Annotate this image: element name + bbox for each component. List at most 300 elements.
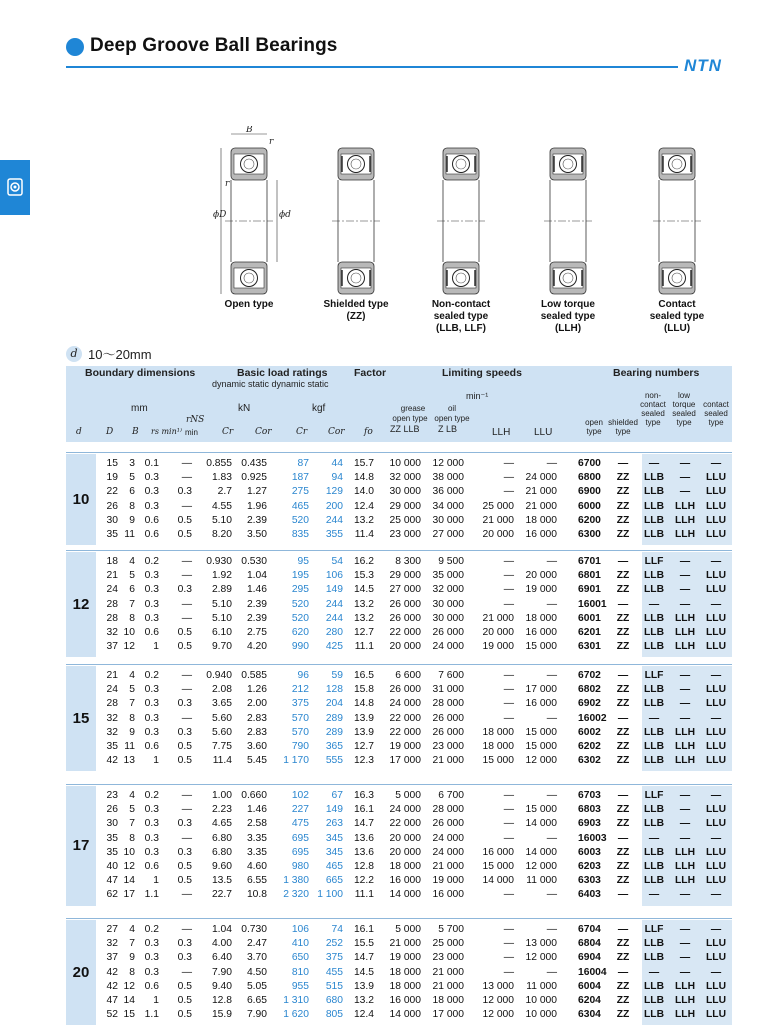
table-cell: — [503, 458, 514, 469]
table-cell: 31 000 [432, 684, 464, 696]
table-row[interactable] [66, 457, 732, 471]
table-cell: LLU [705, 698, 726, 710]
table-cell: 695 [291, 846, 309, 858]
table-cell: 26 000 [389, 684, 421, 696]
group-divider [66, 452, 732, 453]
table-cell: 16 000 [525, 698, 557, 710]
table-cell: 28 000 [432, 804, 464, 816]
table-cell: 11 [124, 741, 135, 752]
table-cell: LLU [705, 995, 726, 1006]
table-cell: — [617, 670, 629, 681]
table-cell: 2.89 [211, 584, 232, 596]
table-cell: 0.6 [144, 741, 159, 752]
table-cell: 7.90 [246, 1009, 267, 1021]
table-cell: 6004 [578, 980, 601, 992]
table-cell: 20 000 [389, 832, 421, 844]
table-cell: 0.3 [144, 804, 159, 816]
table-cell: LLH [674, 612, 695, 624]
table-cell: 2.39 [246, 612, 267, 624]
table-cell: 4.50 [246, 966, 267, 978]
col-shielded-type: shielded type [608, 418, 638, 436]
table-cell: 20 000 [482, 529, 514, 540]
table-cell: 0.3 [144, 966, 159, 978]
table-cell: 21 [106, 570, 118, 582]
table-cell: 2.00 [246, 698, 267, 710]
table-cell: 59 [331, 670, 343, 681]
table-cell: 24 000 [432, 846, 464, 858]
group-divider [66, 664, 732, 665]
table-cell: 570 [291, 712, 309, 724]
table-cell: — [710, 458, 722, 469]
table-cell: — [181, 570, 192, 582]
table-cell: 37 [106, 952, 118, 964]
table-cell: 6303 [578, 875, 601, 887]
table-cell: 19 [106, 472, 118, 484]
figure-caption: Contact sealed type (LLU) [649, 299, 705, 334]
table-cell: — [546, 598, 557, 610]
table-cell: 345 [325, 832, 343, 844]
table-row[interactable] [66, 514, 732, 528]
table-cell: 87 [297, 458, 309, 469]
table-cell: 18 000 [389, 966, 421, 978]
table-cell: 26 000 [432, 818, 464, 830]
header-dyn-static: dynamic static dynamic static [212, 379, 329, 389]
table-row[interactable] [66, 980, 732, 994]
bearing-group-d20 [66, 920, 732, 1025]
table-cell: 252 [325, 938, 343, 950]
table-cell: ZZ [616, 514, 630, 526]
table-cell: — [503, 938, 514, 950]
table-cell: 0.3 [144, 938, 159, 950]
table-cell: 22 000 [389, 726, 421, 738]
bearing-figure-2 [296, 126, 416, 336]
table-cell: 12 000 [525, 861, 557, 872]
table-cell: 14 000 [482, 875, 514, 887]
table-cell: LLH [674, 755, 695, 767]
table-cell: ZZ [616, 1009, 630, 1021]
table-cell: 187 [291, 472, 309, 484]
table-cell: LLF [644, 924, 664, 935]
table-cell: 9 500 [438, 556, 464, 567]
table-cell: LLB [643, 804, 664, 816]
table-cell: 10 [123, 627, 135, 638]
table-cell: ZZ [616, 952, 630, 964]
table-cell: 4 [129, 556, 135, 567]
bearing-group-d10 [66, 454, 732, 545]
table-cell: 12.7 [353, 741, 374, 752]
table-cell: LLB [643, 641, 664, 653]
table-cell: 13.6 [353, 832, 374, 844]
table-row[interactable] [66, 555, 732, 569]
table-cell: — [503, 832, 514, 844]
table-cell: 0.3 [144, 570, 159, 582]
table-cell: 0.3 [177, 584, 192, 596]
table-cell: LLB [643, 472, 664, 484]
table-cell: 94 [331, 472, 343, 484]
table-row[interactable] [66, 1008, 732, 1022]
table-cell: 14 000 [389, 1009, 421, 1021]
table-cell: — [679, 804, 691, 816]
table-row[interactable] [66, 740, 732, 754]
table-cell: 1.83 [211, 472, 232, 484]
table-cell: 149 [325, 804, 343, 816]
table-cell: 6.80 [211, 846, 232, 858]
table-cell: 13.9 [353, 712, 374, 724]
table-row[interactable] [66, 937, 732, 951]
table-cell: 16 000 [432, 889, 464, 901]
table-cell: — [617, 966, 629, 978]
table-cell: 5 [129, 472, 135, 484]
bearing-figure-1 [189, 126, 309, 336]
table-cell: 18 000 [389, 980, 421, 992]
table-cell: 0.5 [177, 741, 192, 752]
table-cell: 980 [291, 861, 309, 872]
table-cell: 0.3 [177, 938, 192, 950]
table-cell: — [679, 966, 691, 978]
table-row[interactable] [66, 846, 732, 860]
table-cell: 0.3 [144, 846, 159, 858]
table-cell: 12.4 [353, 1009, 374, 1021]
table-cell: 10 000 [389, 458, 421, 469]
table-row[interactable] [66, 923, 732, 937]
table-cell: LLB [643, 846, 664, 858]
table-cell: LLU [705, 938, 726, 950]
table-cell: 6 [129, 584, 135, 596]
table-cell: 1.96 [246, 500, 267, 512]
table-cell: 5.10 [211, 598, 232, 610]
table-row[interactable] [66, 754, 732, 768]
header-rns: rNS [186, 415, 205, 425]
table-cell: 24 000 [389, 698, 421, 710]
table-cell: 0.585 [241, 670, 267, 681]
table-cell: 16 000 [389, 875, 421, 887]
bearing-figures [0, 126, 768, 346]
table-cell: 0.5 [177, 875, 192, 887]
col-d: d [76, 427, 82, 437]
table-row[interactable] [66, 832, 732, 846]
table-cell: — [679, 486, 691, 498]
table-cell: 3.50 [246, 529, 267, 540]
table-row[interactable] [66, 994, 732, 1008]
table-cell: 955 [291, 980, 309, 992]
table-row[interactable] [66, 888, 732, 902]
table-cell: 2.39 [246, 598, 267, 610]
table-cell: LLU [705, 514, 726, 526]
table-cell: 14 000 [389, 889, 421, 901]
table-cell: — [679, 458, 691, 469]
label-B: B [246, 126, 253, 135]
table-cell: 1 100 [317, 889, 343, 901]
table-row[interactable] [66, 528, 732, 542]
table-cell: — [503, 556, 514, 567]
table-row[interactable] [66, 860, 732, 874]
table-cell: — [648, 832, 660, 844]
table-cell: LLU [705, 570, 726, 582]
table-cell: — [503, 952, 514, 964]
table-cell: 26 000 [432, 627, 464, 638]
group-divider [66, 784, 732, 785]
table-cell: 6701 [578, 556, 601, 567]
table-cell: — [679, 698, 691, 710]
table-cell: 8 [129, 832, 135, 844]
table-cell: 375 [291, 698, 309, 710]
table-cell: 1 310 [283, 995, 309, 1006]
table-row[interactable] [66, 612, 732, 626]
table-cell: 15 000 [482, 755, 514, 767]
table-cell: — [546, 458, 557, 469]
table-cell: 6 700 [438, 790, 464, 801]
table-cell: 5 000 [395, 924, 421, 935]
table-row[interactable] [66, 485, 732, 499]
table-row[interactable] [66, 726, 732, 740]
table-cell: 3.65 [211, 698, 232, 710]
table-cell: — [503, 698, 514, 710]
table-cell: LLH [674, 529, 695, 540]
table-cell: 3.60 [246, 741, 267, 752]
table-cell: 35 000 [432, 570, 464, 582]
table-row[interactable] [66, 789, 732, 803]
table-cell: 1.27 [246, 486, 267, 498]
table-cell: ZZ [616, 570, 630, 582]
table-cell: LLU [705, 952, 726, 964]
table-cell: 16004 [578, 966, 607, 978]
table-cell: 520 [291, 612, 309, 624]
table-cell: 835 [291, 529, 309, 540]
table-cell: 3.35 [246, 846, 267, 858]
table-row[interactable] [66, 683, 732, 697]
table-cell: LLH [674, 861, 695, 872]
table-cell: — [710, 556, 722, 567]
table-cell: 13.5 [211, 875, 232, 887]
table-cell: 42 [106, 980, 118, 992]
table-cell: 11 000 [526, 875, 557, 887]
table-cell: 6 600 [395, 670, 421, 681]
table-row[interactable] [66, 471, 732, 485]
table-cell: 6002 [578, 726, 601, 738]
table-row[interactable] [66, 626, 732, 640]
table-cell: ZZ [616, 995, 630, 1006]
table-cell: 23 000 [432, 952, 464, 964]
table-cell: 13 000 [525, 938, 557, 950]
table-cell: LLH [674, 980, 695, 992]
table-cell: — [181, 804, 192, 816]
table-cell: 13 000 [482, 980, 514, 992]
table-cell: — [679, 952, 691, 964]
table-cell: 26 000 [389, 612, 421, 624]
table-cell: 0.5 [177, 861, 192, 872]
table-cell: 0.3 [144, 832, 159, 844]
table-cell: LLU [705, 612, 726, 624]
table-row[interactable] [66, 966, 732, 980]
table-cell: 10.8 [246, 889, 267, 901]
table-cell: 18 [106, 556, 118, 567]
table-cell: 23 000 [432, 741, 464, 752]
table-row[interactable] [66, 803, 732, 817]
table-cell: 21 000 [432, 861, 464, 872]
table-row[interactable] [66, 817, 732, 831]
label-r-top: r [269, 137, 274, 147]
table-cell: 0.3 [177, 818, 192, 830]
table-cell: 16.1 [353, 804, 374, 816]
table-cell: 0.3 [144, 712, 159, 724]
bore-diameter-cell: 15 [66, 666, 96, 771]
table-cell: 790 [291, 741, 309, 752]
table-cell: — [181, 889, 192, 901]
table-cell: 6804 [578, 938, 601, 950]
table-cell: 21 000 [525, 486, 557, 498]
table-cell: 2.23 [211, 804, 232, 816]
table-cell: LLB [643, 995, 664, 1006]
table-row[interactable] [66, 640, 732, 654]
table-cell: 13 [123, 755, 135, 767]
bearing-cross-section-icon [189, 126, 309, 296]
table-cell: LLU [705, 741, 726, 752]
table-cell: 36 000 [432, 486, 464, 498]
table-cell: 0.940 [206, 670, 232, 681]
table-cell: — [710, 670, 722, 681]
table-cell: LLH [674, 627, 695, 638]
table-cell: 620 [291, 627, 309, 638]
table-cell: 27 000 [432, 529, 464, 540]
table-row[interactable] [66, 951, 732, 965]
table-cell: 7.75 [211, 741, 232, 752]
table-cell: — [648, 598, 660, 610]
table-cell: 6901 [578, 584, 601, 596]
col-llh-speed: LLH [492, 427, 511, 438]
table-cell: 8.20 [211, 529, 232, 540]
table-cell: 14.5 [353, 966, 374, 978]
table-cell: 28 000 [432, 698, 464, 710]
table-cell: 24 [106, 684, 118, 696]
table-cell: 7 [129, 818, 135, 830]
table-cell: 2.58 [246, 818, 267, 830]
table-cell: — [546, 924, 557, 935]
table-cell: ZZ [616, 612, 630, 624]
table-cell: LLU [705, 875, 726, 887]
table-cell: 14.5 [353, 584, 374, 596]
table-cell: 6803 [578, 804, 601, 816]
table-cell: 17 000 [389, 755, 421, 767]
table-row[interactable] [66, 712, 732, 726]
table-row[interactable] [66, 500, 732, 514]
table-cell: 200 [325, 500, 343, 512]
table-cell: 6302 [578, 755, 601, 767]
table-cell: LLU [705, 818, 726, 830]
table-cell: 62 [106, 889, 118, 901]
title-bullet-icon [66, 38, 84, 56]
table-cell: 0.2 [144, 556, 159, 567]
table-row[interactable] [66, 569, 732, 583]
table-row[interactable] [66, 874, 732, 888]
table-cell: 20 000 [482, 627, 514, 638]
table-cell: 9.60 [211, 861, 232, 872]
table-cell: 0.3 [144, 598, 159, 610]
table-cell: 129 [325, 486, 343, 498]
table-row[interactable] [66, 669, 732, 683]
dimension-range-text: 10～20mm [88, 347, 152, 362]
table-cell: 6801 [578, 570, 601, 582]
table-cell: 4.00 [211, 938, 232, 950]
table-cell: LLB [643, 529, 664, 540]
table-cell: LLU [705, 980, 726, 992]
table-cell: 10 [123, 846, 135, 858]
table-cell: 6703 [578, 790, 601, 801]
table-cell: 13.2 [353, 598, 374, 610]
col-contact-type: contact sealed type [703, 400, 729, 427]
table-cell: 0.930 [206, 556, 232, 567]
table-cell: 20 000 [389, 846, 421, 858]
header-factor: Factor [354, 367, 387, 379]
table-cell: — [181, 472, 192, 484]
table-cell: 0.3 [144, 952, 159, 964]
table-cell: 13.2 [353, 612, 374, 624]
table-cell: 0.6 [144, 529, 159, 540]
table-cell: 7 [129, 938, 135, 950]
bearing-cross-section-icon [296, 126, 416, 296]
table-cell: 805 [325, 1009, 343, 1021]
table-cell: 375 [325, 952, 343, 964]
table-cell: LLB [643, 952, 664, 964]
d-symbol: d [66, 346, 82, 362]
table-cell: 11 000 [526, 980, 557, 992]
table-cell: 96 [297, 670, 309, 681]
table-cell: ZZ [616, 500, 630, 512]
table-cell: LLH [674, 875, 695, 887]
label-D: ϕD [213, 210, 227, 220]
table-cell: 6202 [578, 741, 601, 752]
table-row[interactable] [66, 583, 732, 597]
table-cell: 6903 [578, 818, 601, 830]
table-cell: 26 000 [432, 712, 464, 724]
table-cell: — [679, 670, 691, 681]
table-cell: 15.7 [353, 458, 374, 469]
table-cell: 6.10 [211, 627, 232, 638]
header-basic-load: Basic load ratings [237, 367, 328, 379]
table-cell: LLH [674, 514, 695, 526]
table-cell: 12 000 [482, 995, 514, 1006]
table-cell: 19 000 [389, 741, 421, 752]
table-cell: — [710, 889, 722, 901]
table-row[interactable] [66, 598, 732, 612]
table-cell: — [503, 889, 514, 901]
table-cell: 12 [123, 641, 135, 653]
table-cell: 6.40 [211, 952, 232, 964]
table-cell: 12.7 [353, 627, 374, 638]
table-cell: LLB [643, 500, 664, 512]
table-cell: ZZ [616, 755, 630, 767]
table-cell: 425 [325, 641, 343, 653]
table-cell: 21 000 [432, 980, 464, 992]
table-cell: 15 [123, 1009, 135, 1021]
table-cell: — [679, 712, 691, 724]
table-cell: 1 [153, 755, 159, 767]
group-divider [66, 550, 732, 551]
table-cell: 0.1 [144, 458, 159, 469]
table-cell: 35 [106, 832, 118, 844]
table-cell: 12 [123, 861, 135, 872]
table-cell: ZZ [616, 875, 630, 887]
table-cell: LLH [674, 1009, 695, 1021]
table-cell: 44 [331, 458, 343, 469]
table-cell: 12 000 [482, 1009, 514, 1021]
col-B: B [132, 427, 139, 437]
table-cell: 212 [291, 684, 309, 696]
table-cell: 5.10 [211, 514, 232, 526]
table-cell: LLU [705, 1009, 726, 1021]
table-row[interactable] [66, 697, 732, 711]
table-cell: LLH [674, 500, 695, 512]
table-cell: 12.3 [353, 755, 374, 767]
